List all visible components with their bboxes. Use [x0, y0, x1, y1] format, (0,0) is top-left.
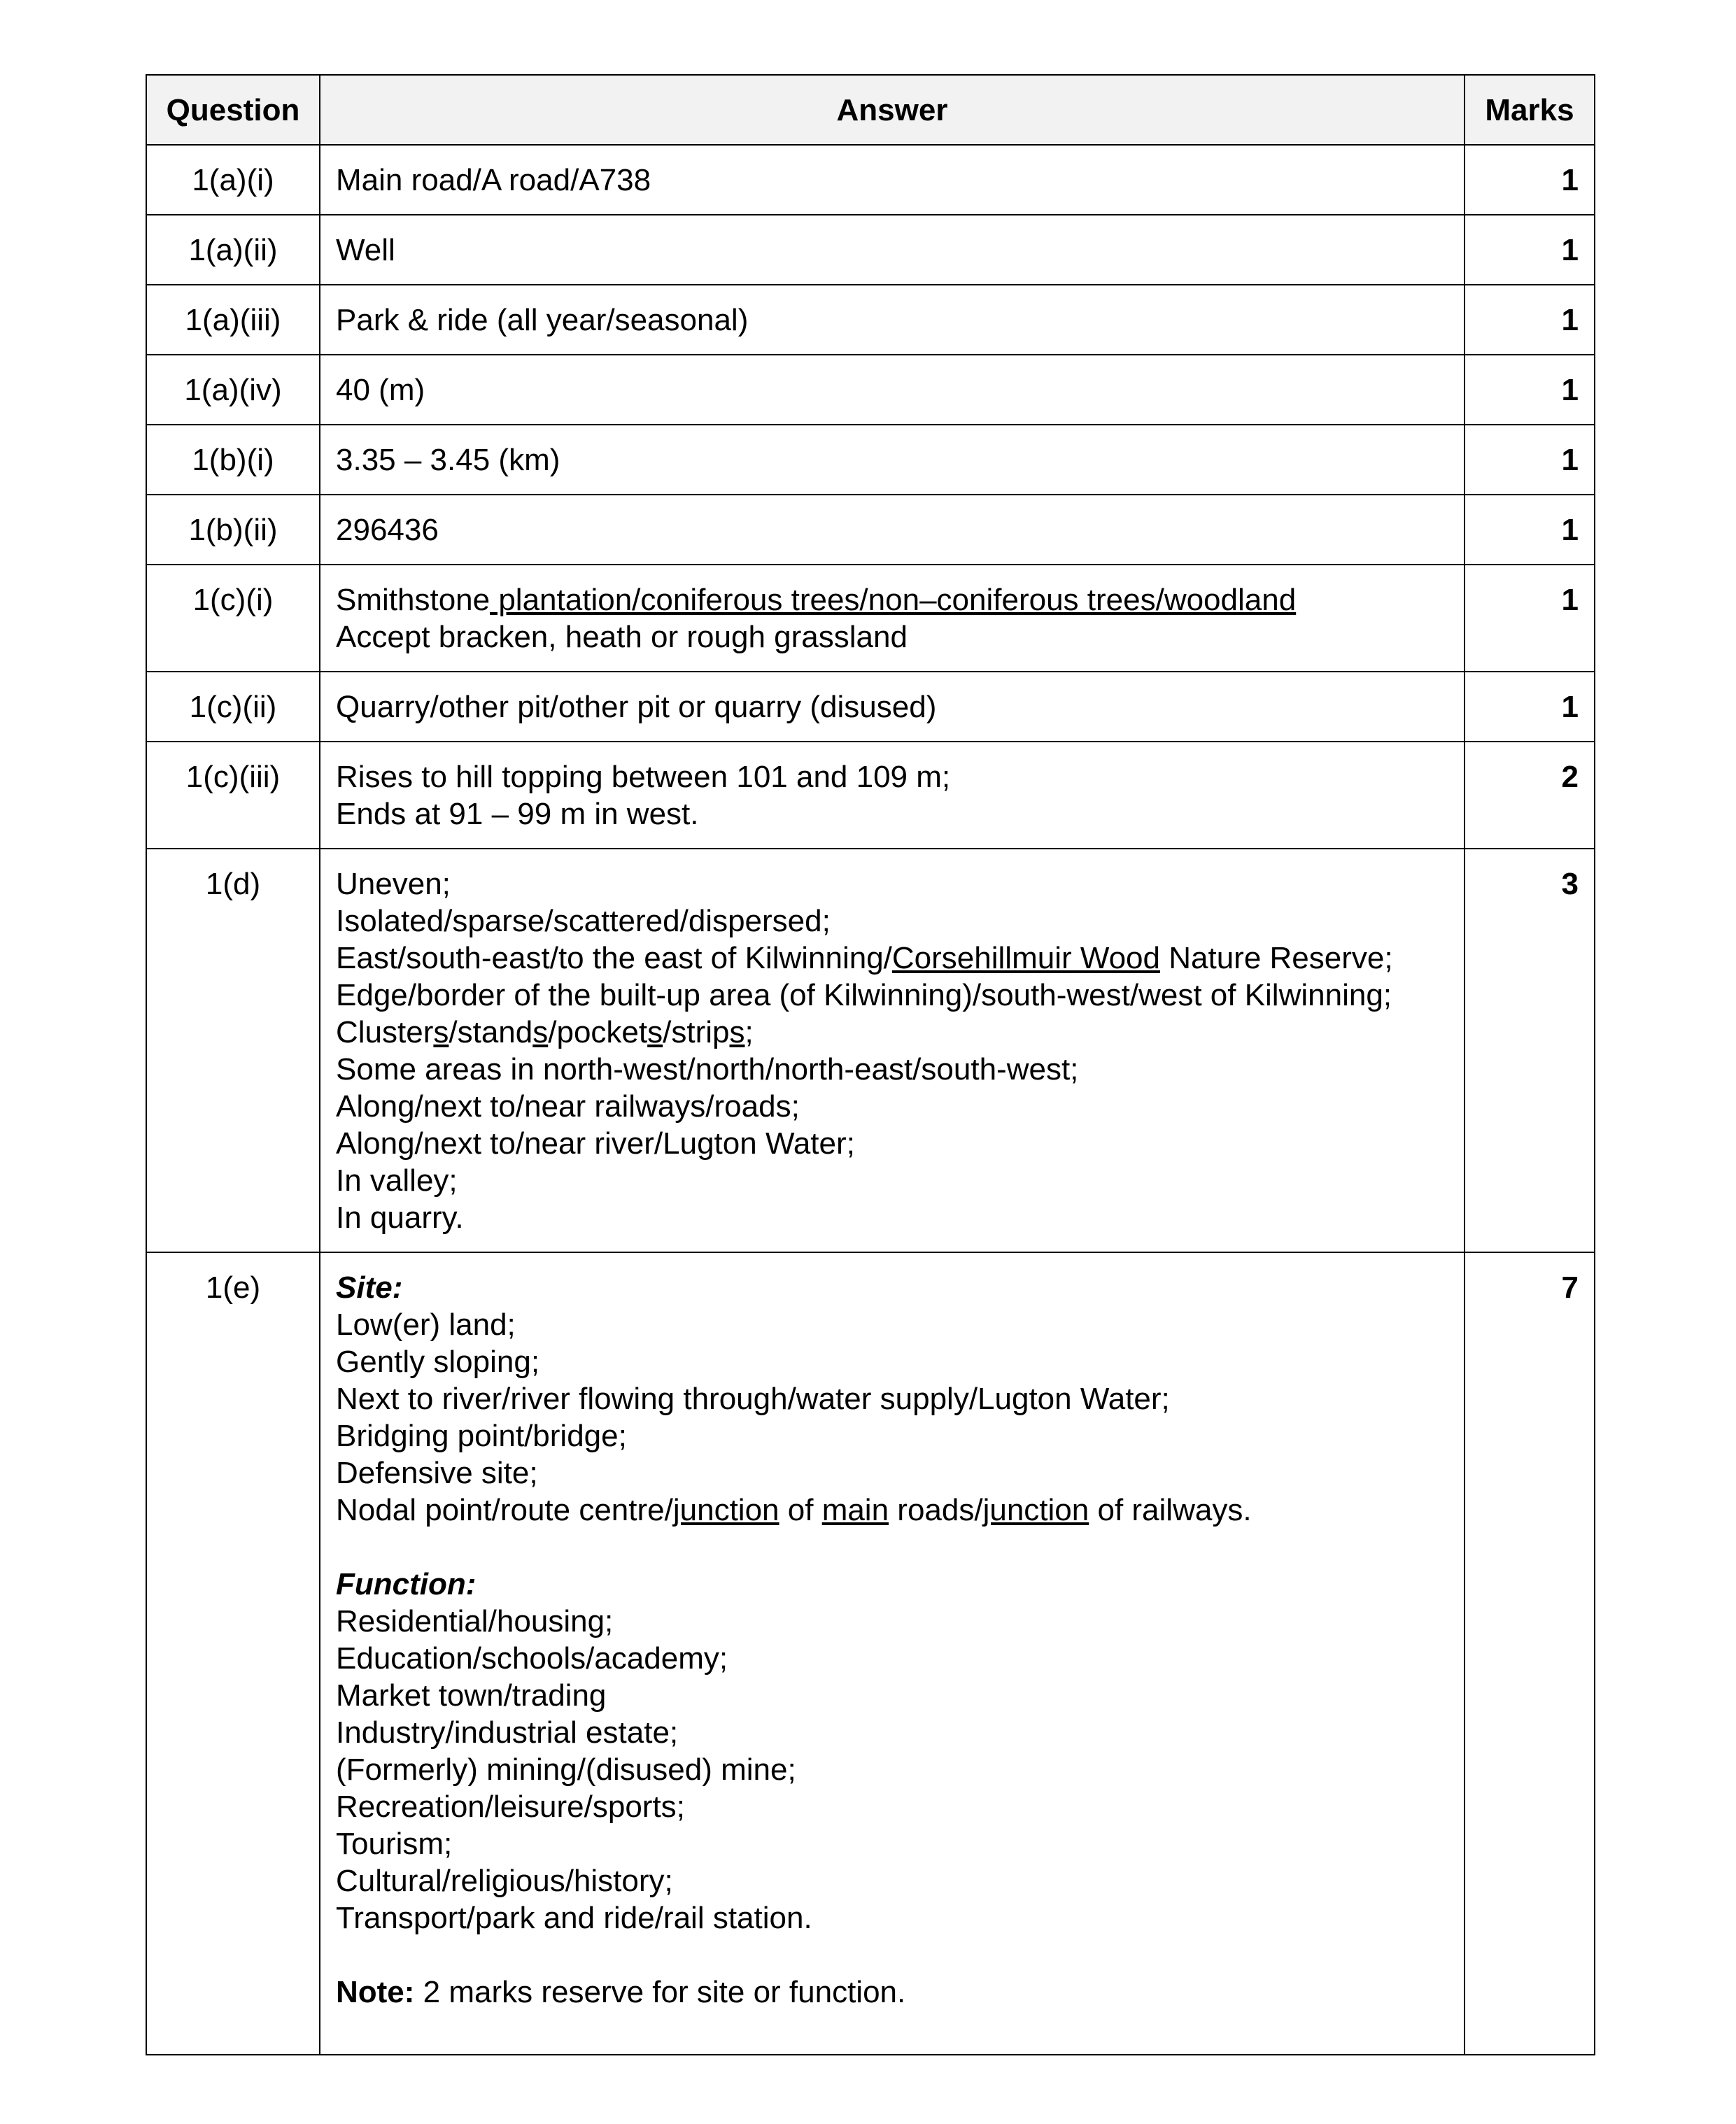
function-line: Transport/park and ride/rail station. — [336, 1901, 812, 1935]
answer-cell — [320, 849, 1465, 1252]
function-line: Cultural/religious/history; — [336, 1864, 673, 1898]
site-line: Gently sloping; — [336, 1345, 540, 1379]
marks-cell: 7 — [1465, 1252, 1595, 2055]
note-line — [336, 1974, 1448, 2011]
answer-cell — [320, 145, 1465, 215]
question-cell: 1(c)(i) — [146, 565, 320, 672]
marks-cell: 1 — [1465, 495, 1595, 565]
answer-line: 40 (m) — [336, 373, 425, 407]
function-list — [336, 1603, 1448, 1937]
question-cell: 1(c)(ii) — [146, 672, 320, 742]
question-cell: 1(a)(iv) — [146, 355, 320, 425]
function-line: Recreation/leisure/sports; — [336, 1790, 685, 1824]
underlined-text: s — [647, 1015, 663, 1049]
text-segment: East/south-east/to the east of Kilwinning/ — [336, 941, 892, 975]
underlined-text: junction — [672, 1493, 779, 1527]
answer-line: Along/next to/near railways/roads; — [336, 1089, 800, 1124]
site-line: Low(er) land; — [336, 1308, 516, 1342]
function-line: (Formerly) mining/(disused) mine; — [336, 1753, 796, 1787]
note-text: 2 marks reserve for site or function. — [414, 1975, 906, 2009]
marks-cell: 1 — [1465, 355, 1595, 425]
underlined-text: Corsehillmuir Wood — [891, 941, 1160, 975]
answer-line: Main road/A road/A738 — [336, 163, 651, 197]
site-line: Bridging point/bridge; — [336, 1419, 627, 1453]
marks-cell: 1 — [1465, 285, 1595, 355]
marks-cell: 3 — [1465, 849, 1595, 1252]
table-row — [146, 849, 1595, 1252]
site-line: Defensive site; — [336, 1456, 538, 1490]
answer-line: Some areas in north-west/north/north-east/south-west; — [336, 1052, 1079, 1086]
answer-line: Park & ride (all year/seasonal) — [336, 303, 749, 337]
marks-cell: 1 — [1465, 425, 1595, 495]
answer-column-header: Answer — [320, 75, 1465, 145]
text-segment: Nature Reserve; — [1160, 941, 1393, 975]
answer-line: Well — [336, 233, 395, 267]
question-cell: 1(c)(iii) — [146, 742, 320, 849]
text-segment: /strip — [663, 1015, 730, 1049]
answer-cell — [320, 425, 1465, 495]
table-row — [146, 425, 1595, 495]
question-cell: 1(a)(i) — [146, 145, 320, 215]
answer-cell — [320, 565, 1465, 672]
underlined-text: s — [433, 1015, 449, 1049]
underlined-text: s — [532, 1015, 549, 1049]
text-segment: /stand — [449, 1015, 533, 1049]
function-line: Industry/industrial estate; — [336, 1715, 679, 1750]
answer-line: Rises to hill topping between 101 and 109 m; — [336, 760, 951, 794]
answer-line: In quarry. — [336, 1201, 464, 1235]
answer-cell — [320, 742, 1465, 849]
answer-line: 3.35 – 3.45 (km) — [336, 443, 560, 477]
table-row — [146, 355, 1595, 425]
answer-line: Uneven; — [336, 867, 451, 901]
text-segment: ; — [744, 1015, 754, 1049]
site-line: Next to river/river flowing through/water supply/Lugton Water; — [336, 1382, 1170, 1416]
answer-line: 296436 — [336, 513, 439, 547]
text-segment: Smithstone — [336, 583, 491, 617]
answer-cell — [320, 215, 1465, 285]
underlined-text: junction — [982, 1493, 1089, 1527]
marks-cell: 1 — [1465, 565, 1595, 672]
table-row — [146, 565, 1595, 672]
marks-cell: 1 — [1465, 145, 1595, 215]
function-line: Market town/trading — [336, 1678, 607, 1713]
table-row — [146, 495, 1595, 565]
underlined-text: s — [729, 1015, 745, 1049]
function-line: Education/schools/academy; — [336, 1641, 728, 1676]
answer-line: Along/next to/near river/Lugton Water; — [336, 1126, 855, 1161]
note-label: Note: — [336, 1975, 415, 2009]
text-segment: of railways. — [1089, 1493, 1252, 1527]
question-cell: 1(b)(i) — [146, 425, 320, 495]
answer-cell — [320, 355, 1465, 425]
table-row — [146, 742, 1595, 849]
function-line: Tourism; — [336, 1827, 453, 1861]
question-cell: 1(d) — [146, 849, 320, 1252]
answer-line — [336, 581, 1448, 618]
answer-cell — [320, 285, 1465, 355]
underlined-text: main — [821, 1493, 889, 1527]
answer-line: Isolated/sparse/scattered/dispersed; — [336, 904, 831, 938]
question-cell: 1(e) — [146, 1252, 320, 2055]
text-segment: /pocket — [548, 1015, 648, 1049]
question-cell: 1(a)(ii) — [146, 215, 320, 285]
marks-column-header: Marks — [1465, 75, 1595, 145]
answer-line: In valley; — [336, 1163, 458, 1198]
header-row — [146, 75, 1595, 145]
table-row — [146, 672, 1595, 742]
answer-cell — [320, 495, 1465, 565]
site-list — [336, 1306, 1448, 1529]
mark-scheme-table — [146, 74, 1595, 2055]
marks-cell: 2 — [1465, 742, 1595, 849]
function-line: Residential/housing; — [336, 1604, 614, 1638]
table-row — [146, 145, 1595, 215]
answer-cell — [320, 1252, 1465, 2055]
question-cell: 1(b)(ii) — [146, 495, 320, 565]
answer-line: Ends at 91 – 99 m in west. — [336, 797, 699, 831]
answer-cell — [320, 672, 1465, 742]
site-line — [336, 1492, 1448, 1529]
text-segment: of — [779, 1493, 822, 1527]
function-heading: Function: — [336, 1567, 477, 1601]
underlined-text: plantation/coniferous trees/non–coniferous trees/woodland — [490, 583, 1297, 617]
question-column-header: Question — [146, 75, 320, 145]
table-row — [146, 285, 1595, 355]
marks-cell: 1 — [1465, 215, 1595, 285]
answer-line — [336, 940, 1448, 977]
text-segment: Nodal point/route centre/ — [336, 1493, 673, 1527]
answer-line — [336, 1014, 1448, 1051]
marks-cell: 1 — [1465, 672, 1595, 742]
answer-line: Quarry/other pit/other pit or quarry (disused) — [336, 690, 937, 724]
site-heading: Site: — [336, 1270, 403, 1305]
table-row — [146, 215, 1595, 285]
question-cell: 1(a)(iii) — [146, 285, 320, 355]
text-segment: Cluster — [336, 1015, 434, 1049]
answer-line: Accept bracken, heath or rough grassland — [336, 620, 908, 654]
table-body — [146, 145, 1595, 2055]
answer-line: Edge/border of the built-up area (of Kilwinning)/south-west/west of Kilwinning; — [336, 978, 1392, 1012]
table-row — [146, 1252, 1595, 2055]
text-segment: roads/ — [889, 1493, 983, 1527]
